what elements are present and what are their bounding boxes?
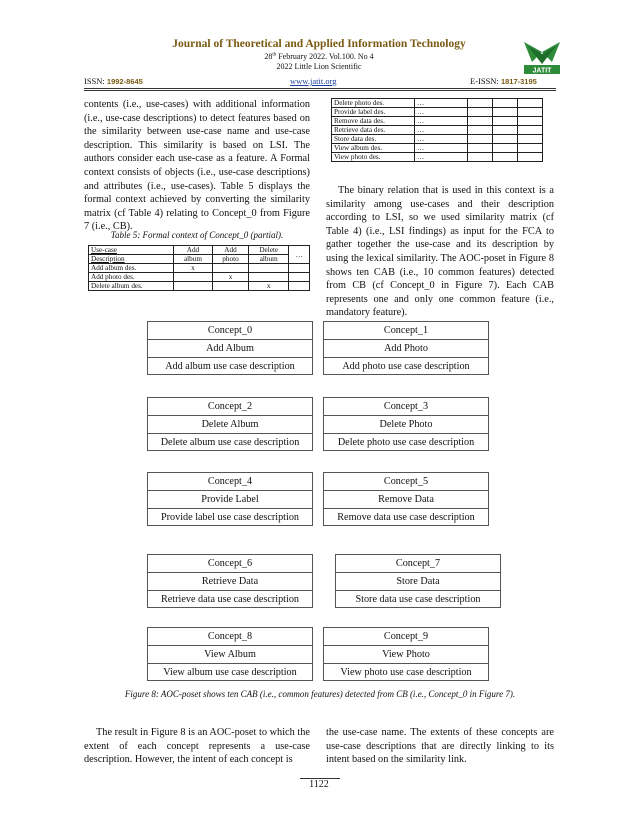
table-header-cell: Description <box>89 255 174 264</box>
table-row <box>89 282 310 291</box>
table-row <box>332 108 543 117</box>
table-header-cell: photo <box>212 255 248 264</box>
concept-description: View album use case description <box>163 667 297 678</box>
jatit-logo <box>518 38 566 76</box>
table-cell: Retrieve data des. <box>332 126 415 135</box>
concept-description: Provide label use case description <box>160 512 300 523</box>
table-header-cell: Add <box>174 246 213 255</box>
concept-box <box>147 397 313 451</box>
table-header-row <box>89 246 310 255</box>
table-row <box>332 135 543 144</box>
table-cell <box>493 153 518 162</box>
table-cell: x <box>174 264 213 273</box>
table-cell: … <box>415 153 468 162</box>
table-cell <box>289 273 310 282</box>
page-number: 1122 <box>309 779 329 790</box>
concept-box <box>147 627 313 681</box>
concept-name: Concept_6 <box>148 555 312 573</box>
bottom-left-paragraph: The result in Figure 8 is an AOC-poset to which the extent of each concept represents a use-case description. However, the intent of each concept is <box>84 727 310 766</box>
concept-box <box>323 397 489 451</box>
table-cell: View album des. <box>332 144 415 153</box>
table-cell: Add album des. <box>89 264 174 273</box>
concept-box <box>323 472 489 526</box>
concept-label: Retrieve Data <box>148 573 312 591</box>
concept-box <box>323 321 489 375</box>
table-header-cell: … <box>289 246 310 264</box>
concept-name: Concept_7 <box>336 555 500 573</box>
concept-name: Concept_5 <box>324 473 488 491</box>
table-5-continued <box>331 98 543 162</box>
table-row <box>332 126 543 135</box>
concept-name: Concept_8 <box>148 628 312 646</box>
table-cell <box>518 144 543 153</box>
concept-description: Add photo use case description <box>342 361 470 372</box>
svg-text:JATIT: JATIT <box>532 67 552 75</box>
table-cell <box>468 108 493 117</box>
concept-name: Concept_9 <box>324 628 488 646</box>
table-cell <box>518 153 543 162</box>
website-link[interactable]: www.jatit.org <box>290 76 337 86</box>
table-cell <box>518 117 543 126</box>
table-cell <box>518 126 543 135</box>
table-row <box>332 153 543 162</box>
table-cell <box>212 282 248 291</box>
table-cell: … <box>415 117 468 126</box>
header-rule <box>84 88 556 89</box>
eissn: E-ISSN: 1817-3195 <box>470 76 537 86</box>
table-row <box>89 264 310 273</box>
table-cell <box>493 108 518 117</box>
concept-box <box>147 554 313 608</box>
table-cell <box>493 99 518 108</box>
table-cell <box>174 282 213 291</box>
table-header-cell: album <box>174 255 213 264</box>
concept-box <box>147 321 313 375</box>
concept-label: Delete Album <box>148 416 312 434</box>
table-cell: Delete photo des. <box>332 99 415 108</box>
concept-description: Add album use case description <box>165 361 295 372</box>
concept-label: Store Data <box>336 573 500 591</box>
concept-name: Concept_3 <box>324 398 488 416</box>
concept-name: Concept_2 <box>148 398 312 416</box>
table-cell <box>468 117 493 126</box>
table-row <box>332 99 543 108</box>
table-row <box>332 117 543 126</box>
publisher: 2022 Little Lion Scientific <box>276 62 362 71</box>
table-cell: … <box>415 108 468 117</box>
concept-box <box>323 627 489 681</box>
table-cell <box>249 264 289 273</box>
concept-label: Remove Data <box>324 491 488 509</box>
table-cell: Remove data des. <box>332 117 415 126</box>
table-cell <box>468 153 493 162</box>
table-cell <box>289 264 310 273</box>
table-cell: Delete album des. <box>89 282 174 291</box>
table-5-caption: Table 5: Formal context of Concept_0 (partial). <box>110 230 284 240</box>
table-row <box>332 144 543 153</box>
table-cell <box>518 135 543 144</box>
table-header-cell: Add <box>212 246 248 255</box>
table-cell <box>249 273 289 282</box>
right-paragraph: The binary relation that is used in this context is a similarity among use-cases and their description according to LSI, so we used similarity matrix (cf Table 4) (i.e., LSI findings) as input for the FCA to gather together the use-case and its description by using the lexical similarity. The AOC-poset in Figure 8 shows ten CAB (i.e., 10 common features) detected from CB (cf Concept_0 in Figure 7). Each CAB represents one and only one common feature (i.e., mandatory feature). <box>326 185 554 319</box>
table-cell <box>468 99 493 108</box>
concept-box <box>147 472 313 526</box>
table-cell <box>493 117 518 126</box>
table-header-cell: Use-case <box>89 246 174 255</box>
table-cell <box>468 144 493 153</box>
concept-description: Retrieve data use case description <box>160 594 300 605</box>
table-cell: Add photo des. <box>89 273 174 282</box>
table-header-cell: album <box>249 255 289 264</box>
concept-label: View Photo <box>324 646 488 664</box>
concept-description: Remove data use case description <box>337 512 475 523</box>
concept-label: Delete Photo <box>324 416 488 434</box>
table-cell <box>468 126 493 135</box>
figure-8-caption: Figure 8: AOC-poset shows ten CAB (i.e., common features) detected from CB (i.e., Concept_0 in Figure 7). <box>124 689 516 699</box>
table-cell: View photo des. <box>332 153 415 162</box>
table-cell: … <box>415 135 468 144</box>
table-cell <box>289 282 310 291</box>
concept-label: Add Photo <box>324 340 488 358</box>
concept-description: Delete album use case description <box>160 437 300 448</box>
concept-description: View photo use case description <box>340 667 472 678</box>
concept-label: View Album <box>148 646 312 664</box>
table-cell <box>212 264 248 273</box>
table-cell <box>174 273 213 282</box>
table-cell: x <box>249 282 289 291</box>
left-paragraph: contents (i.e., use-cases) with additional information (i.e., use-case descriptions) to detect features based on the similarity between use-case name and use-case description. This similarity is based on LSI. The authors consider each use-case as a feature. A Formal context consists of objects (i.e., use-case descriptions) and attributes (i.e., use-cases). Table 5 displays the formal context achieved by converting the similarity matrix (cf Table 4) relating to Concept_0 from Figure 7 (i.e., CB). <box>84 99 310 233</box>
table-row <box>89 273 310 282</box>
concept-name: Concept_1 <box>324 322 488 340</box>
table-cell: Provide label des. <box>332 108 415 117</box>
table-cell <box>518 108 543 117</box>
table-cell: … <box>415 144 468 153</box>
table-header-cell: Delete <box>249 246 289 255</box>
header-rule-2 <box>84 90 556 91</box>
table-cell: Store data des. <box>332 135 415 144</box>
issue-date: 28th February 2022. Vol.100. No 4 <box>264 52 374 61</box>
table-cell <box>468 135 493 144</box>
concept-box <box>335 554 501 608</box>
table-cell <box>493 144 518 153</box>
table-cell: … <box>415 99 468 108</box>
concept-description: Delete photo use case description <box>337 437 475 448</box>
table-5 <box>88 245 310 291</box>
issn: ISSN: 1992-8645 <box>84 76 143 86</box>
table-cell <box>518 99 543 108</box>
table-cell: … <box>415 126 468 135</box>
bottom-right-paragraph: the use-case name. The extents of these concepts are use-case descriptions that are directly linking to its intent based on the similarity link. <box>326 727 554 766</box>
journal-title: Journal of Theoretical and Applied Information Technology <box>172 38 466 50</box>
concept-label: Add Album <box>148 340 312 358</box>
concept-name: Concept_4 <box>148 473 312 491</box>
table-header-row <box>89 255 310 264</box>
concept-name: Concept_0 <box>148 322 312 340</box>
table-cell: x <box>212 273 248 282</box>
concept-description: Store data use case description <box>355 594 481 605</box>
table-cell <box>493 135 518 144</box>
concept-label: Provide Label <box>148 491 312 509</box>
table-cell <box>493 126 518 135</box>
